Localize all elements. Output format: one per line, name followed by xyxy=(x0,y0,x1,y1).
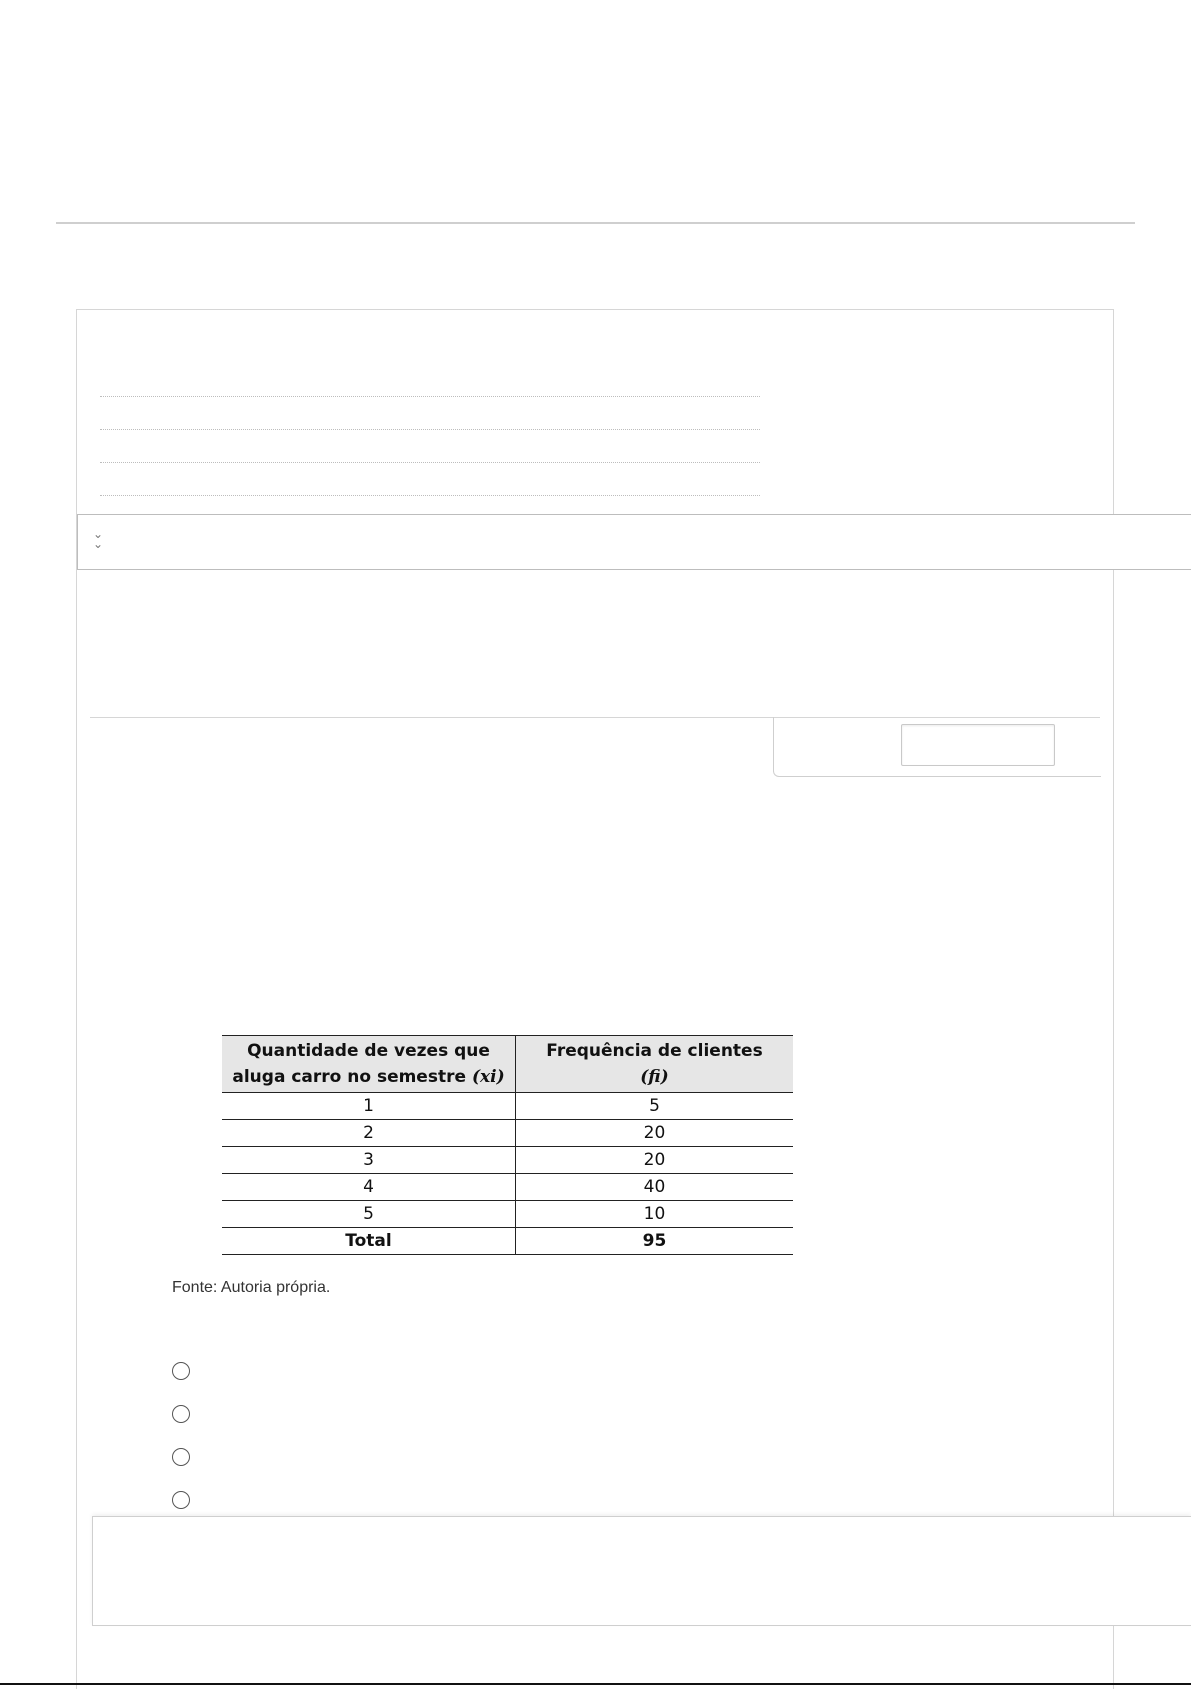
dotted-divider xyxy=(100,495,760,496)
column-header-label: Frequência de clientes xyxy=(546,1041,763,1061)
table-header-row xyxy=(222,1036,793,1093)
double-chevron-down-icon[interactable]: ⌄ ⌄ xyxy=(92,527,104,551)
table-row xyxy=(222,1093,793,1120)
cell-xi: 5 xyxy=(222,1201,516,1228)
answer-option-radio-c[interactable] xyxy=(172,1448,190,1466)
top-divider xyxy=(56,222,1135,224)
column-header-variable: (xi) xyxy=(471,1067,505,1087)
table-row xyxy=(222,1120,793,1147)
cell-xi: 2 xyxy=(222,1120,516,1147)
frequency-table xyxy=(222,1035,793,1255)
answer-option-radio-a[interactable] xyxy=(172,1362,190,1380)
table-total-row xyxy=(222,1228,793,1255)
cell-xi: 3 xyxy=(222,1147,516,1174)
cell-fi: 5 xyxy=(516,1093,794,1120)
dotted-divider xyxy=(100,396,760,397)
cell-fi: 40 xyxy=(516,1174,794,1201)
table-source: Fonte: Autoria própria. xyxy=(172,1279,331,1296)
total-label: Total xyxy=(222,1228,516,1255)
cell-fi: 10 xyxy=(516,1201,794,1228)
cell-fi: 20 xyxy=(516,1147,794,1174)
cell-xi: 4 xyxy=(222,1174,516,1201)
total-value: 95 xyxy=(516,1228,794,1255)
table-row xyxy=(222,1174,793,1201)
dotted-divider xyxy=(100,429,760,430)
column-header-variable: (fi) xyxy=(640,1067,669,1087)
dotted-divider xyxy=(100,462,760,463)
feedback-panel xyxy=(92,1516,1191,1626)
answer-option-radio-b[interactable] xyxy=(172,1405,190,1423)
collapse-bar[interactable] xyxy=(77,514,1191,570)
cell-xi: 1 xyxy=(222,1093,516,1120)
column-header-fi xyxy=(516,1036,794,1093)
answer-option-radio-d[interactable] xyxy=(172,1491,190,1509)
column-header-xi xyxy=(222,1036,516,1093)
table-row xyxy=(222,1201,793,1228)
score-input[interactable] xyxy=(901,724,1055,766)
column-header-label: Quantidade de vezes que aluga carro no semestre xyxy=(232,1041,490,1087)
table-row xyxy=(222,1147,793,1174)
cell-fi: 20 xyxy=(516,1120,794,1147)
